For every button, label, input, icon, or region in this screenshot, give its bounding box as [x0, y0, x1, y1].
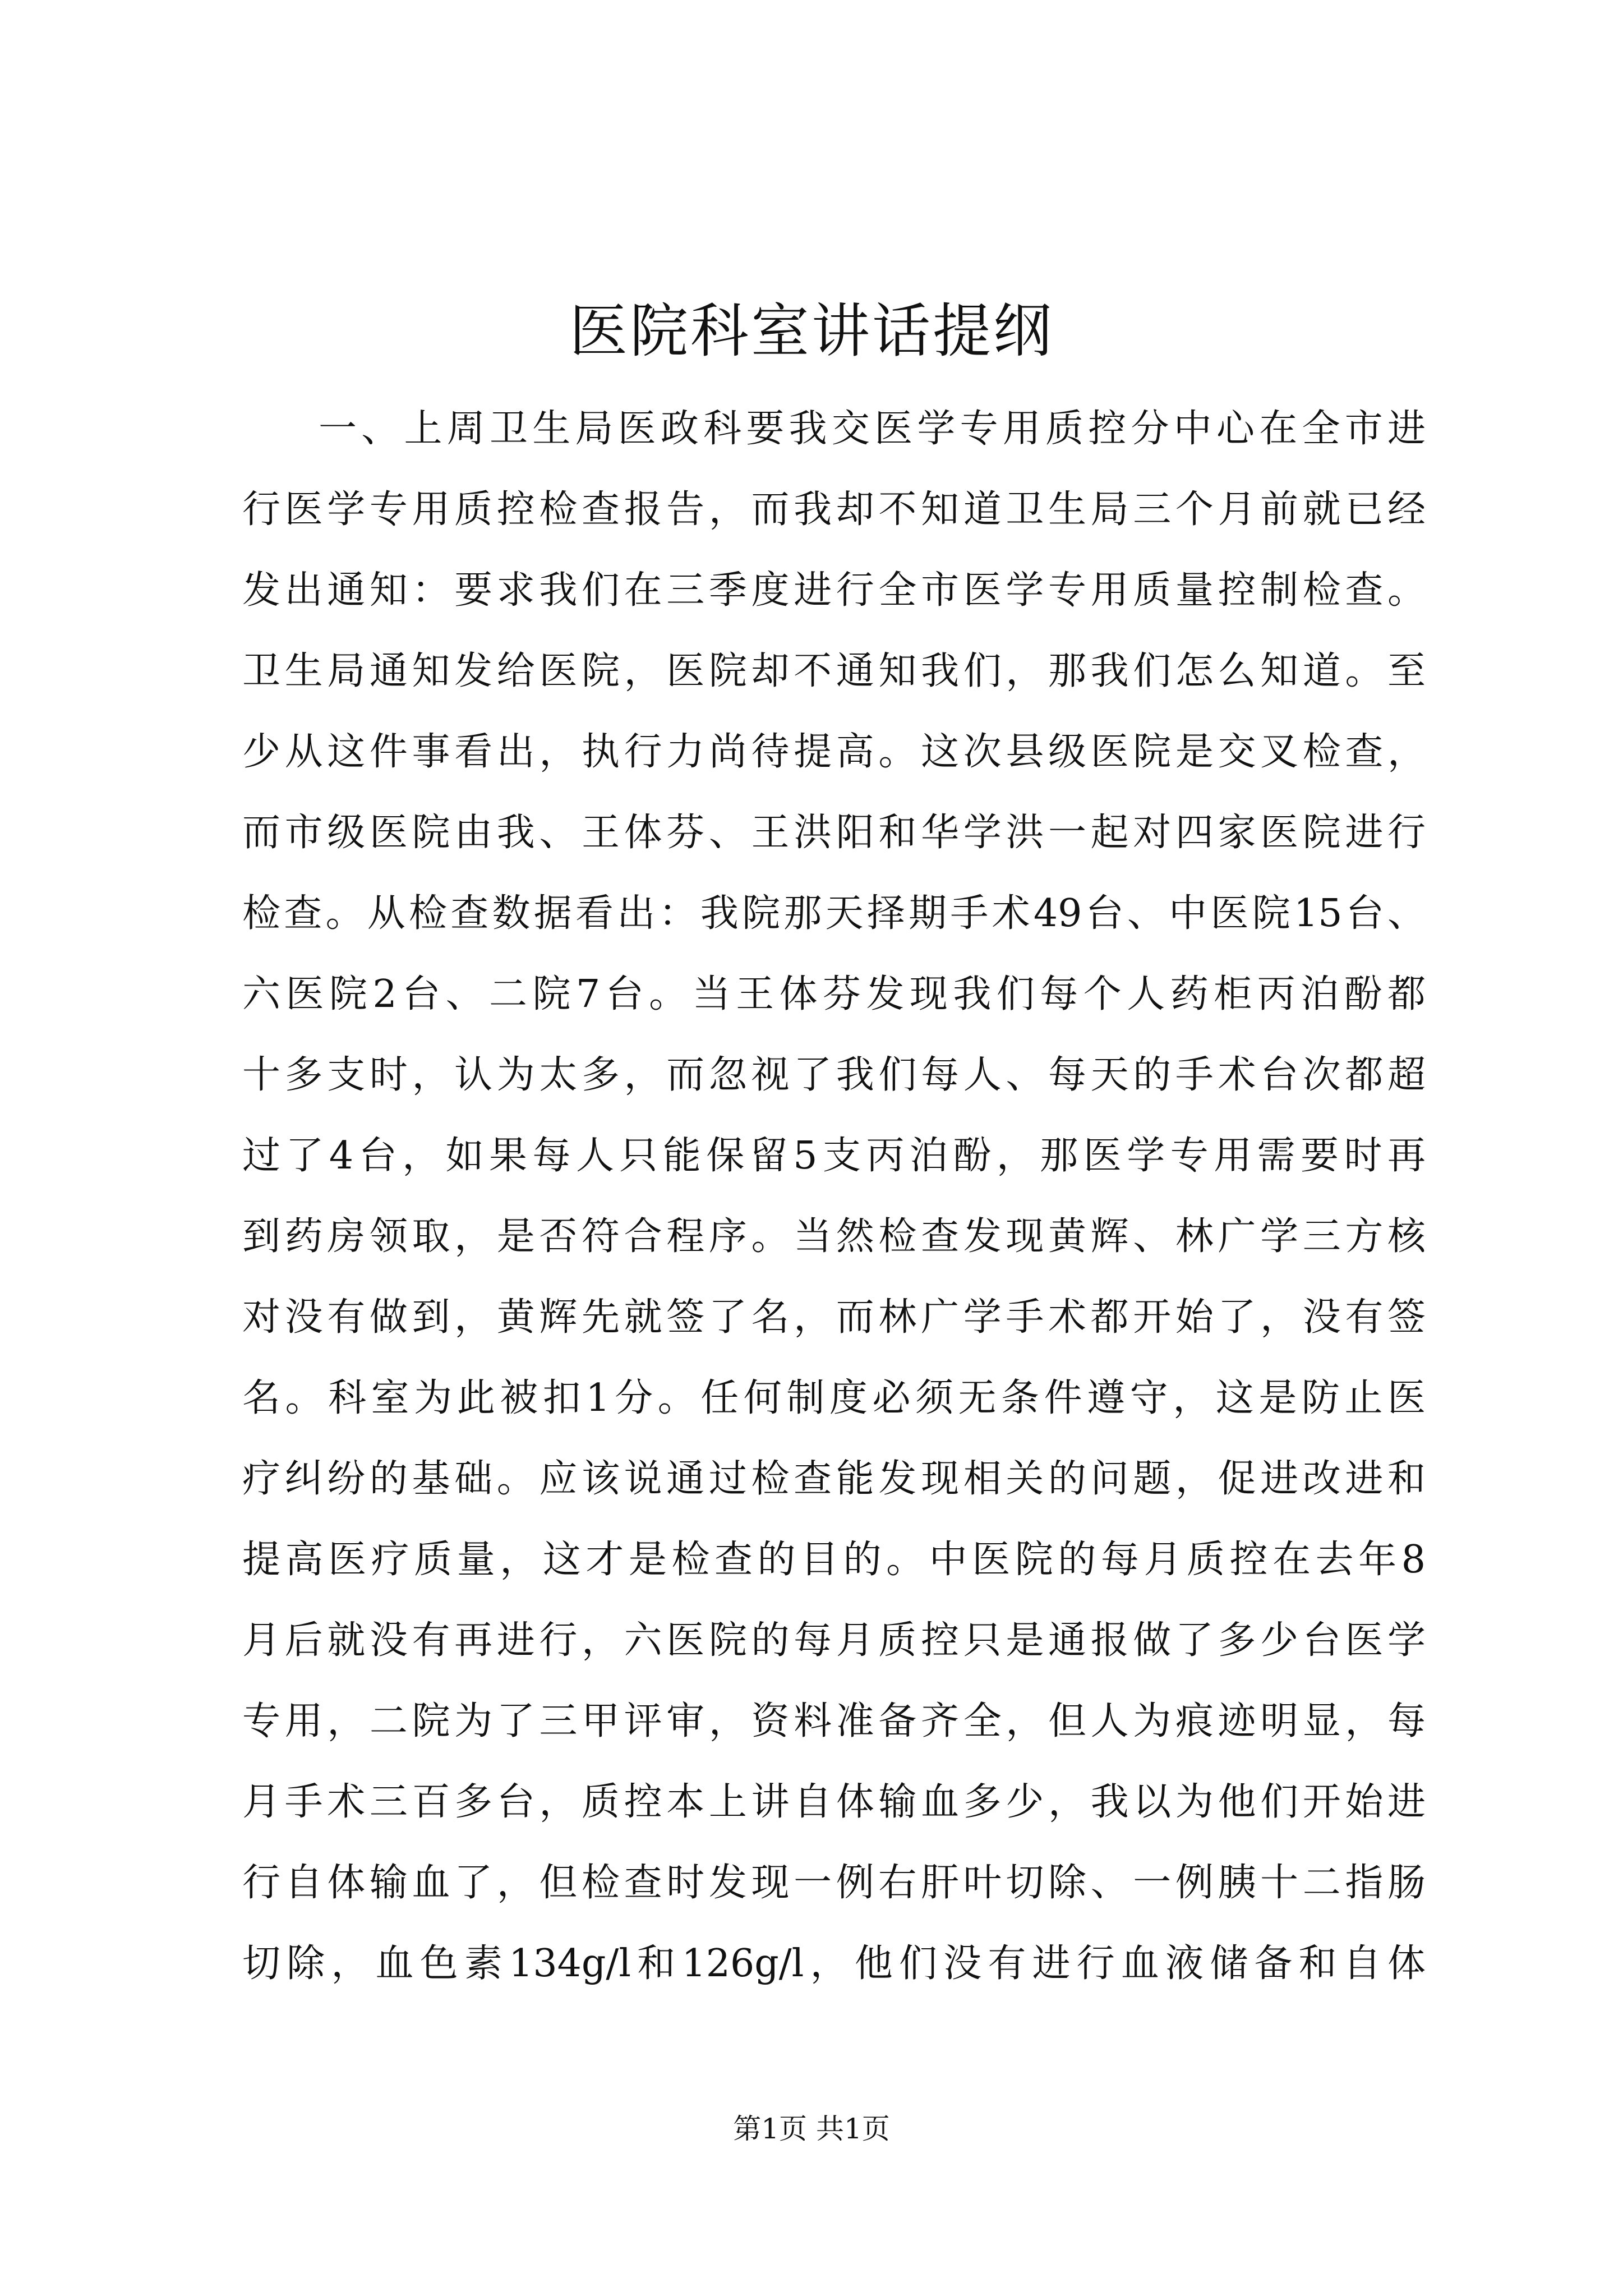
body-line-20: 切除，血色素134g/l和126g/l，他们没有进行血液储备和自体 [242, 1941, 1426, 1986]
body-line-19: 行自体输血了，但检查时发现一例右肝叶切除、一例胰十二指肠 [242, 1861, 1426, 1905]
body-line-4: 卫生局通知发给医院，医院却不通知我们，那我们怎么知道。至 [242, 649, 1426, 693]
body-line-7: 检查。从检查数据看出：我院那天择期手术49台、中医院15台、 [242, 891, 1426, 936]
body-line-18: 月手术三百多台，质控本上讲自体输血多少，我以为他们开始进 [242, 1780, 1426, 1824]
body-line-12: 对没有做到，黄辉先就签了名，而林广学手术都开始了，没有签 [242, 1295, 1426, 1340]
page-number-footer: 第1页 共1页 [733, 2113, 890, 2145]
body-line-3: 发出通知：要求我们在三季度进行全市医学专用质量控制检查。 [242, 568, 1426, 613]
body-line-2: 行医学专用质控检查报告，而我却不知道卫生局三个月前就已经 [242, 487, 1426, 532]
body-line-5: 少从这件事看出，执行力尚待提高。这次县级医院是交叉检查， [242, 730, 1426, 774]
body-line-13: 名。科室为此被扣1分。任何制度必须无条件遵守，这是防止医 [242, 1376, 1426, 1420]
body-line-14: 疗纠纷的基础。应该说通过检查能发现相关的问题，促进改进和 [242, 1457, 1426, 1501]
body-line-11: 到药房领取，是否符合程序。当然检查发现黄辉、林广学三方核 [242, 1214, 1426, 1259]
body-line-1: 一、上周卫生局医政科要我交医学专用质控分中心在全市进 [319, 407, 1426, 451]
body-line-17: 专用，二院为了三甲评审，资料准备齐全，但人为痕迹明显，每 [242, 1699, 1426, 1743]
body-line-6: 而市级医院由我、王体芬、王洪阳和华学洪一起对四家医院进行 [242, 811, 1426, 855]
document-body [242, 389, 1426, 2004]
document-title: 医院科室讲话提纲 [569, 297, 1054, 365]
body-line-16: 月后就没有再进行，六医院的每月质控只是通报做了多少台医学 [242, 1618, 1426, 1663]
body-line-15: 提高医疗质量，这才是检查的目的。中医院的每月质控在去年8 [242, 1538, 1426, 1582]
body-line-8: 六医院2台、二院7台。当王体芬发现我们每个人药柜丙泊酚都 [242, 972, 1426, 1016]
body-line-9: 十多支时，认为太多，而忽视了我们每人、每天的手术台次都超 [242, 1053, 1426, 1097]
body-line-10: 过了4台，如果每人只能保留5支丙泊酚，那医学专用需要时再 [242, 1134, 1426, 1178]
